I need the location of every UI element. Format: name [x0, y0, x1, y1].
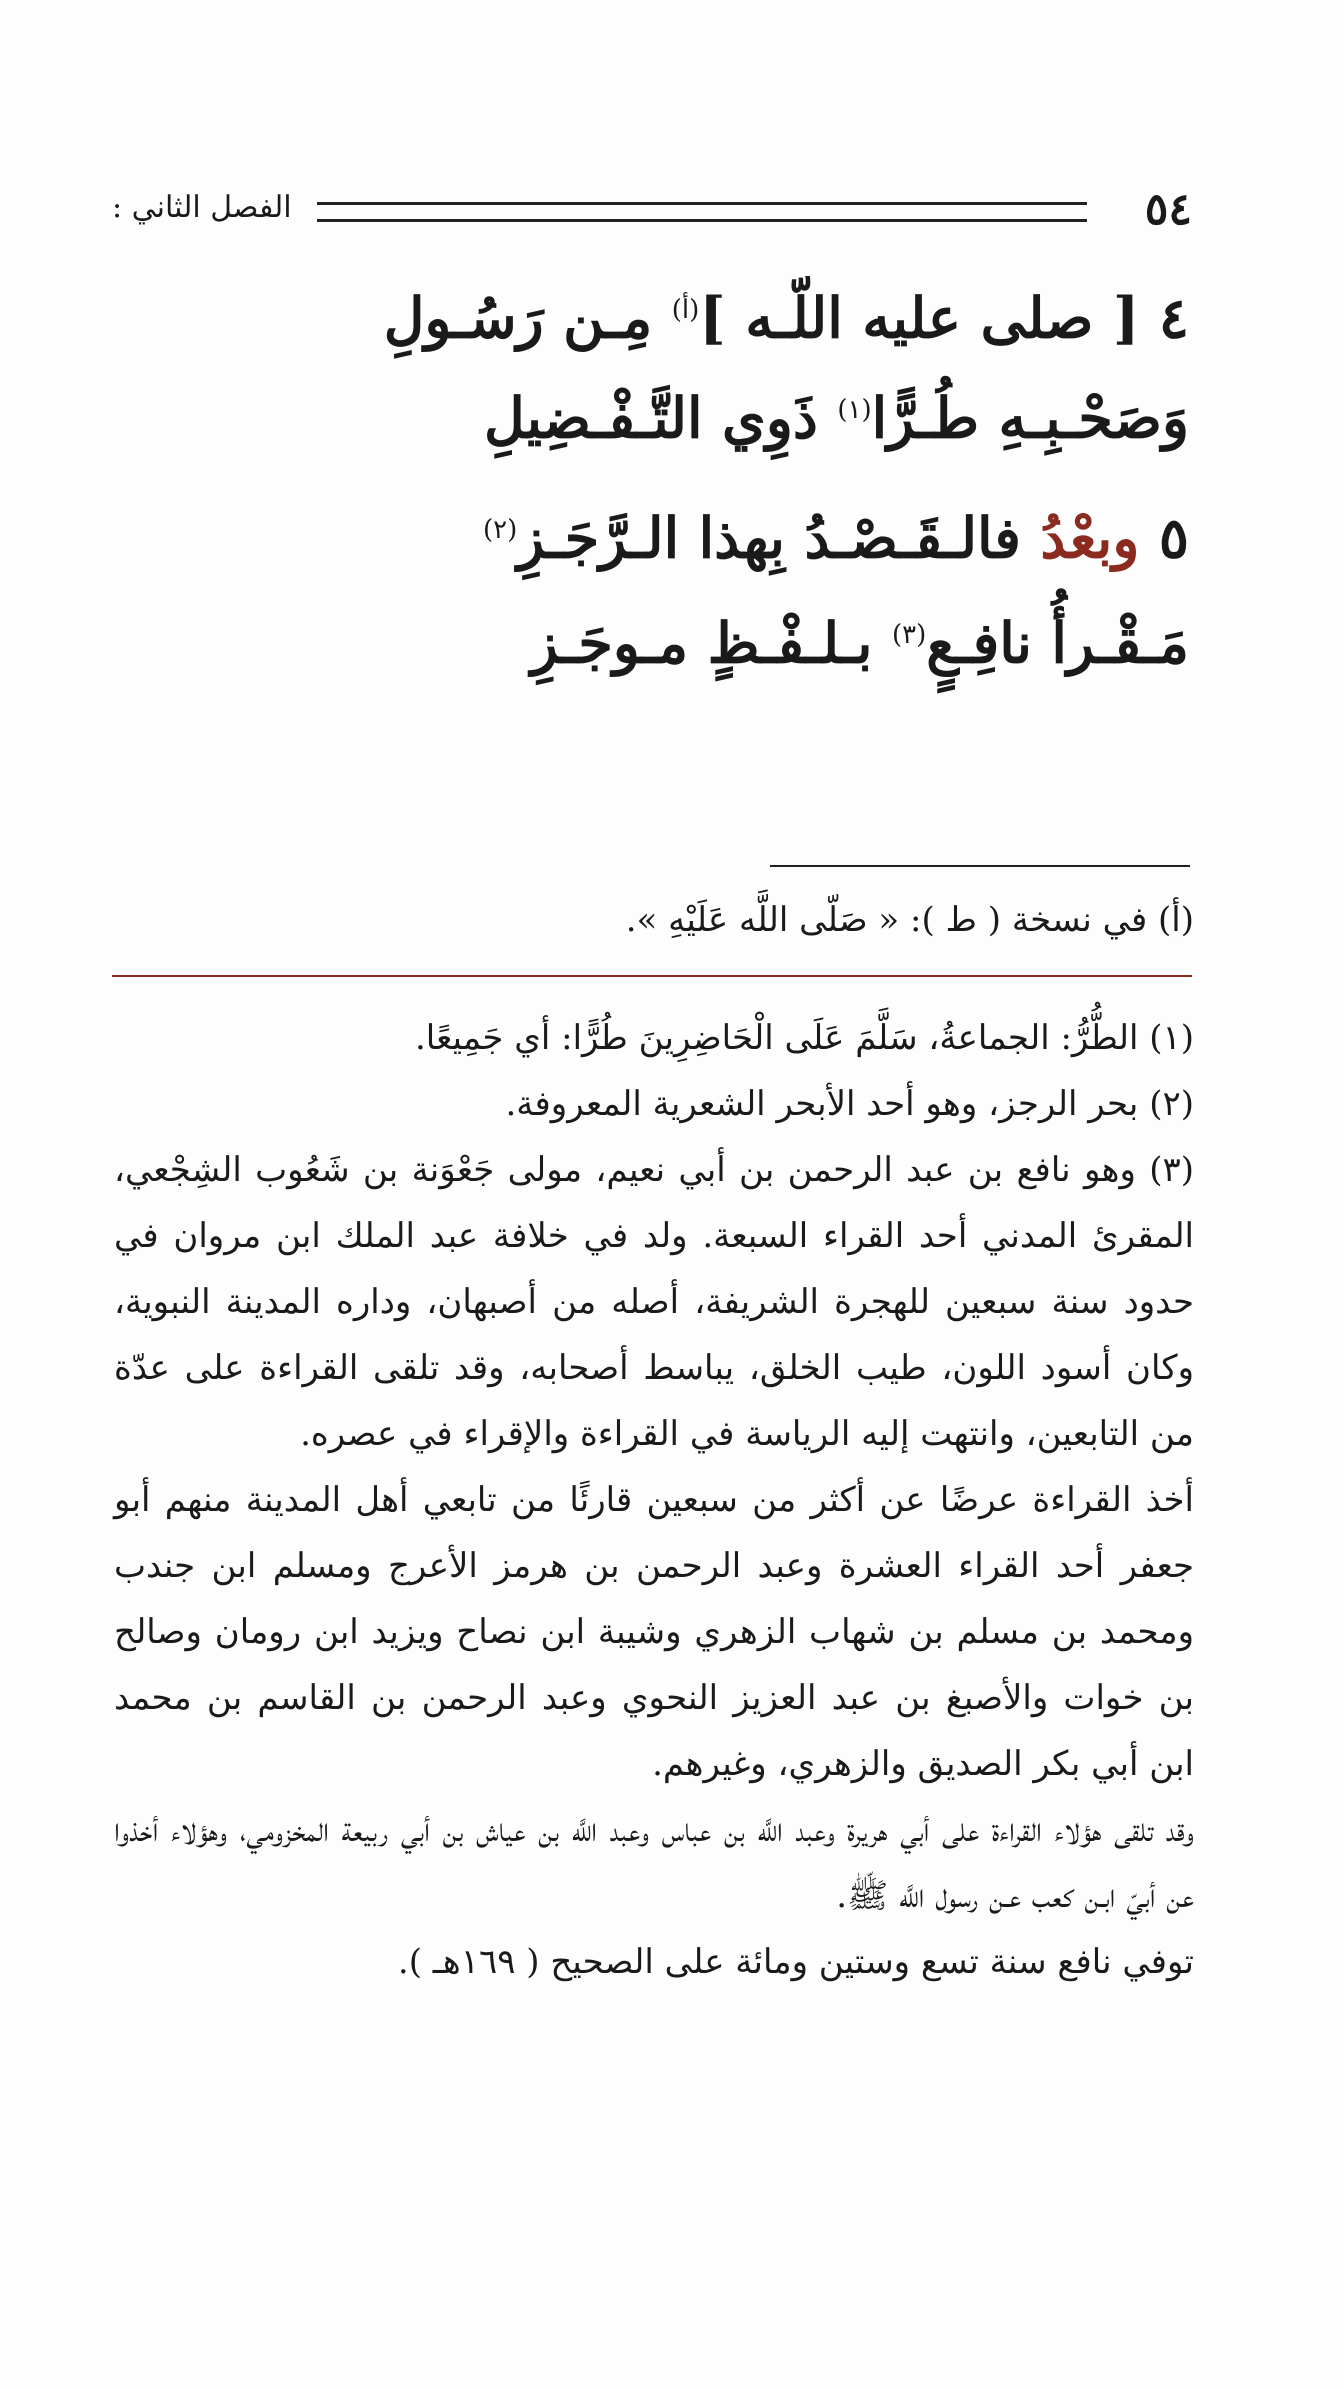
verse-text: ذَوِي التَّـفْـضِيلِ [483, 385, 838, 452]
verse-text: بـلـفْـظٍ مـوجَـزِ [530, 610, 892, 677]
footnote-marker: (٢) [483, 515, 518, 545]
footnote-marker: (٣) [892, 620, 927, 650]
footnote-3-paragraph-3: وقد تلقى هؤلاء القراءة على أبي هريرة وعبد اللَّه بن عباس وعبد اللَّه بن عياش بن أبي ربيعة المخزومي، وهؤلاء أخذوا عن أبيّ ابـن كعب عـن رسول اللَّه ﷺ. [114, 1810, 1194, 1916]
verse-text: وَصَحْـبِـهِ طُـرًّا [871, 385, 1189, 452]
highlighted-word: وبعْدُ [1040, 505, 1140, 572]
verse-text: مِـن رَسُـولِ [383, 285, 672, 352]
footnote-separator [770, 865, 1190, 867]
footnote-1: (١) الطُّرُّ: الجماعةُ، سَلَّمَ عَلَى الْحَاضِرِينَ طُرًّا: أي جَمِيعًا. [414, 1018, 1194, 1058]
verse-line-4 [531, 595, 1189, 684]
verse-number: ٥ [1139, 505, 1189, 572]
footnote-3: (٣) وهو نافع بن عبد الرحمن بن أبي نعيم، مولى جَعْوَنة بن شَعُوب الشِجْعي، المقرئ المدني أحد القراء السبعة. ولد في خلافة عبد الملك ابن مروان في حدود سنة سبعين للهجرة الشريفة، أصله من أصبهان، وداره المدينة النبوية، وكان أسود اللون، طيب الخلق، يباسط أصحابه، وقد تلقى القراءة على عدّة من التابعين، وانتهت إليه الرياسة في القراءة والإقراء في عصره. [114, 1150, 1194, 1454]
verse-text: ٤ [ صلى عليه اللّـه ] [699, 285, 1189, 352]
verse-text: مَـقْـرأُ نافِـعٍ [926, 610, 1189, 677]
verse-line-1 [384, 270, 1189, 359]
footnote-3-paragraph-2: أخذ القراءة عرضًا عن أكثر من سبعين قارئًا من تابعي أهل المدينة منهم أبو جعفر أحد القراء العشرة وعبد الرحمن بن هرمز الأعرج ومسلم ابن جندب ومحمد بن مسلم بن شهاب الزهري وشيبة ابن نصاح ويزيد ابن رومان وصالح بن خوات والأصبغ بن عبد العزيز النحوي وعبد الرحمن بن القاسم بن محمد ابن أبي بكر الصديق والزهري، وغيرهم. [114, 1480, 1194, 1784]
chapter-title: الفصل الثاني : [112, 190, 292, 225]
page-number: ٥٤ [1144, 184, 1192, 235]
variant-note: (أ) في نسخة ( ط ): « صَلّى اللَّه عَلَيْهِ ». [625, 900, 1194, 940]
footnotes [114, 1005, 1194, 1995]
page-header [112, 180, 1192, 240]
header-double-rule [317, 202, 1087, 222]
variant-marker: (أ) [671, 295, 700, 325]
footnote-marker: (١) [837, 395, 872, 425]
footnote-3-paragraph-4: توفي نافع سنة تسع وستين ومائة على الصحيح ( ١٦٩هـ ). [397, 1942, 1194, 1982]
footnote-2: (٢) بحر الرجز، وهو أحد الأبحر الشعرية المعروفة. [505, 1084, 1194, 1124]
verse-line-3 [483, 490, 1189, 579]
variant-note-rule [112, 975, 1192, 977]
verse-line-2 [484, 370, 1189, 459]
verse-text: فالـقَـصْـدُ بِهذا الـرَّجَـزِ [517, 505, 1041, 572]
